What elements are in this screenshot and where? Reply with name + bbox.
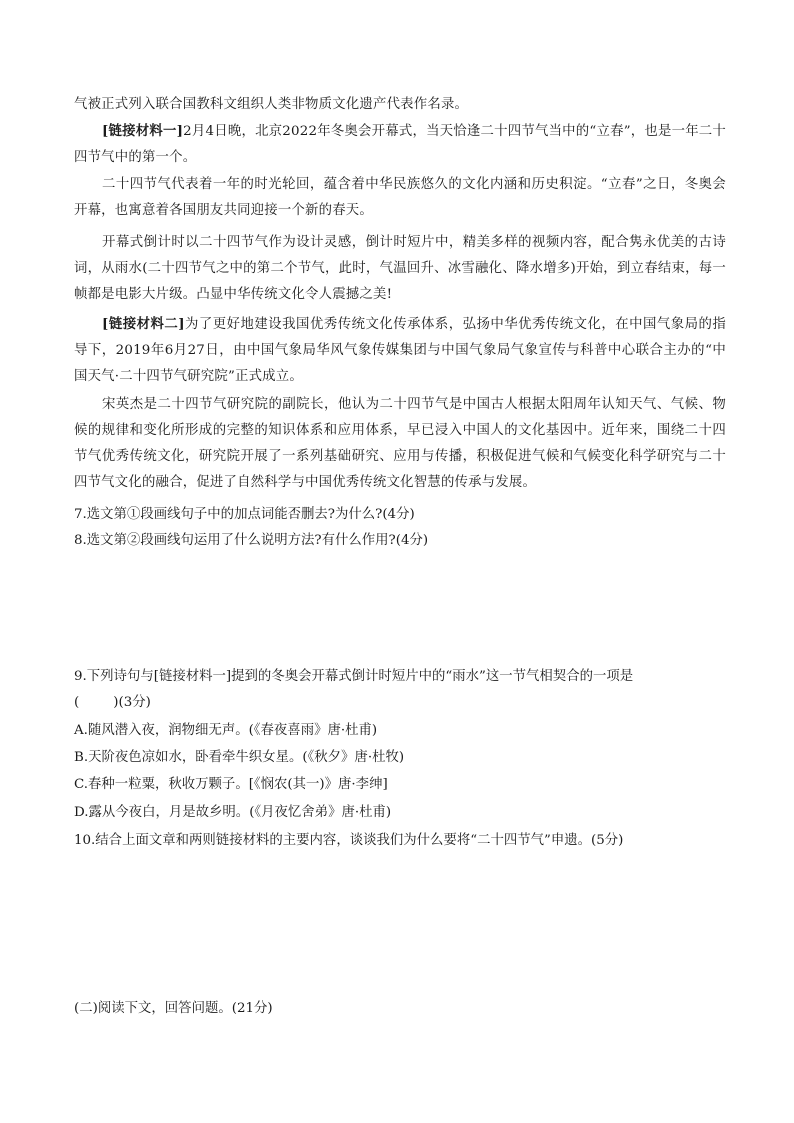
section-2-heading: (二)阅读下文，回答问题。(21分) bbox=[74, 1001, 273, 1016]
question-7: 7.选文第①段画线句子中的加点词能否删去?为什么?(4分) bbox=[74, 507, 415, 522]
passage-continuation: 气被正式列入联合国教科文组织人类非物质文化遗产代表作名录。 bbox=[74, 97, 469, 112]
link1-paragraph-3: 开幕式倒计时以二十四节气作为设计灵感，倒计时短片中，精美多样的视频内容，配合隽永优美的古诗词，从雨水(二十四节气之中的第二个节气，此时，气温回升、冰雪融化、降水增多)开始，到立春结束，每一帧都是电影大片级。凸显中华传统文化令人震撼之美! bbox=[74, 235, 726, 302]
option-b: B.天阶夜色凉如水，卧看牵牛织女星。(《秋夕》唐·杜牧) bbox=[74, 750, 405, 765]
link1-label: [链接材料一] bbox=[102, 123, 184, 139]
option-a: A.随风潜入夜，润物细无声。(《春夜喜雨》唐·杜甫) bbox=[74, 723, 378, 738]
link1-paragraph-2: 二十四节气代表着一年的时光轮回，蕴含着中华民族悠久的文化内涵和历史积淀。“立春”之日，冬奥会开幕，也寓意着各国朋友共同迎接一个新的春天。 bbox=[74, 177, 726, 218]
link2-paragraph-1 bbox=[74, 311, 726, 390]
link2-paragraph-2: 宋英杰是二十四节气研究院的副院长，他认为二十四节气是中国古人根据太阳周年认知天气、气候、物候的规律和变化所形成的完整的知识体系和应用体系，早已浸入中国人的文化基因中。近年来，围绕二十四节气优秀传统文化，研究院开展了一系列基础研究、应用与传播，积极促进气候和气候变化科学研究与二十四节气文化的融合，促进了自然科学与中国优秀传统文化智慧的传承与发展。 bbox=[74, 397, 726, 490]
question-9-stem: 9.下列诗句与[链接材料一]提到的冬奥会开幕式倒计时短片中的“雨水”这一节气相契合的一项是 bbox=[74, 669, 634, 684]
question-8: 8.选文第②段画线句运用了什么说明方法?有什么作用?(4分) bbox=[74, 533, 429, 548]
link1-text-1: 2月4日晚，北京2022年冬奥会开幕式，当天恰逢二十四节气当中的“立春”，也是一年二十四节气中的第一个。 bbox=[74, 124, 727, 165]
question-9-blank: ( )(3分) bbox=[74, 695, 151, 710]
option-d: D.露从今夜白，月是故乡明。(《月夜忆舍弟》唐·杜甫) bbox=[74, 805, 392, 820]
link2-text-1: 为了更好地建设我国优秀传统文化传承体系，弘扬中华优秀传统文化，在中国气象局的指导下，2019年6月27日，由中国气象局华风气象传媒集团与中国气象局气象宣传与科普中心联合主办的“中国天气·二十四节气研究院”正式成立。 bbox=[74, 317, 726, 384]
question-10: 10.结合上面文章和两则链接材料的主要内容，谈谈我们为什么要将“二十四节气”申遗。(5分) bbox=[74, 833, 624, 848]
link1-paragraph-1 bbox=[74, 118, 726, 171]
option-c: C.春种一粒粟，秋收万颗子。[《悯农(其一)》唐·李绅] bbox=[74, 777, 388, 792]
link2-label: [链接材料二] bbox=[102, 316, 185, 332]
